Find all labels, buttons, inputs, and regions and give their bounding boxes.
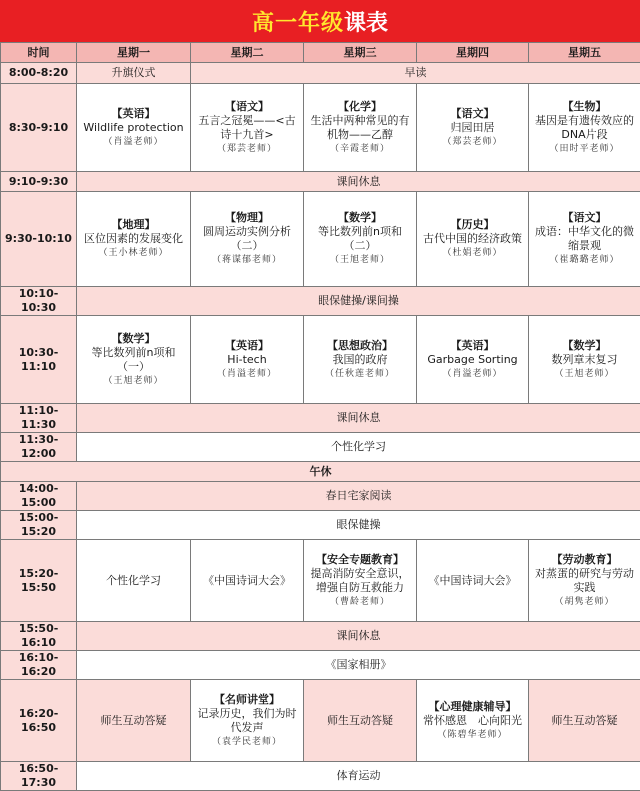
subject-label: 【语文】 [531, 211, 638, 225]
time-cell: 11:10-11:30 [1, 404, 77, 433]
topic-label: 个性化学习 [79, 574, 188, 588]
topic-label: 记录历史，我们为时代发声 [193, 707, 301, 735]
teacher-label: （田时平老师） [531, 142, 638, 156]
topic-label: 《中国诗词大会》 [193, 574, 301, 588]
time-cell: 11:30-12:00 [1, 433, 77, 462]
table-row [1, 84, 640, 172]
span-cell: 课间休息 [77, 622, 640, 651]
table-row [1, 287, 640, 316]
teacher-label: （郑芸老师） [419, 135, 526, 149]
span-cell: 春日宅家阅读 [77, 482, 640, 511]
class-cell [77, 84, 191, 172]
topic-label: 圆周运动实例分析（二） [193, 225, 301, 253]
class-cell [304, 84, 417, 172]
teacher-label: （胡隽老师） [531, 595, 638, 609]
header-time: 时间 [1, 43, 77, 63]
class-cell [417, 84, 529, 172]
table-row [1, 540, 640, 622]
time-cell: 9:30-10:10 [1, 192, 77, 287]
subject-label: 【心理健康辅导】 [419, 700, 526, 714]
topic-label: 数列章末复习 [531, 353, 638, 367]
class-cell [191, 192, 304, 287]
subject-label: 【历史】 [419, 218, 526, 232]
time-cell: 14:00-15:00 [1, 482, 77, 511]
topic-label: 生活中两种常见的有机物——乙醇 [306, 114, 414, 142]
table-row [1, 192, 640, 287]
timetable [0, 42, 640, 791]
table-row [1, 622, 640, 651]
topic-label: 基因是有遗传效应的DNA片段 [531, 114, 638, 142]
span-cell: 课间休息 [77, 404, 640, 433]
table-row [1, 651, 640, 680]
teacher-label: （王小林老师） [79, 246, 188, 260]
time-cell: 10:10-10:30 [1, 287, 77, 316]
subject-label: 【物理】 [193, 211, 301, 225]
subject-label: 【名师讲堂】 [193, 693, 301, 707]
class-cell [191, 540, 304, 622]
teacher-label: （曹龄老师） [306, 595, 414, 609]
subject-label: 【数学】 [306, 211, 414, 225]
class-cell [304, 316, 417, 404]
table-row [1, 433, 640, 462]
subject-label: 【语文】 [419, 107, 526, 121]
subject-label: 【思想政治】 [306, 339, 414, 353]
time-cell: 16:10-16:20 [1, 651, 77, 680]
topic-label: 师生互动答疑 [79, 714, 188, 728]
topic-label: 归园田居 [419, 121, 526, 135]
topic-label: 提高消防安全意识，增强自防互救能力 [306, 567, 414, 595]
class-cell [529, 192, 640, 287]
subject-label: 【化学】 [306, 100, 414, 114]
class-cell [417, 316, 529, 404]
time-cell: 16:50-17:30 [1, 762, 77, 791]
class-cell [417, 540, 529, 622]
class-cell [529, 84, 640, 172]
header-tuesday: 星期二 [191, 43, 304, 63]
teacher-label: （蒋谋郁老师） [193, 253, 301, 267]
subject-label: 【生物】 [531, 100, 638, 114]
class-cell [191, 680, 304, 762]
topic-label: 古代中国的经济政策 [419, 232, 526, 246]
topic-label: 等比数列前n项和（一） [79, 346, 188, 374]
time-cell: 8:00-8:20 [1, 63, 77, 84]
table-row [1, 680, 640, 762]
topic-label: Garbage Sorting [419, 353, 526, 367]
subject-label: 【英语】 [419, 339, 526, 353]
teacher-label: （袁学民老师） [193, 735, 301, 749]
table-row [1, 511, 640, 540]
span-cell: 《国家相册》 [77, 651, 640, 680]
subject-label: 【语文】 [193, 100, 301, 114]
topic-label: 师生互动答疑 [531, 714, 638, 728]
table-row [1, 462, 640, 482]
topic-label: 区位因素的发展变化 [79, 232, 188, 246]
class-cell [529, 680, 640, 762]
subject-label: 【英语】 [193, 339, 301, 353]
table-row [1, 316, 640, 404]
class-cell [304, 540, 417, 622]
schedule-banner [0, 0, 640, 42]
topic-label: Hi-tech [193, 353, 301, 367]
table-row [1, 63, 640, 84]
class-cell [529, 540, 640, 622]
class-cell [77, 316, 191, 404]
header-monday: 星期一 [77, 43, 191, 63]
table-row [1, 762, 640, 791]
time-cell: 15:20-15:50 [1, 540, 77, 622]
span-cell: 个性化学习 [77, 433, 640, 462]
teacher-label: （任秋莲老师） [306, 367, 414, 381]
teacher-label: （王旭老师） [79, 374, 188, 388]
topic-label: Wildlife protection [79, 121, 188, 135]
class-cell [191, 84, 304, 172]
time-cell: 16:20-16:50 [1, 680, 77, 762]
teacher-label: （肖溢老师） [79, 135, 188, 149]
span-cell: 早读 [191, 63, 640, 84]
subject-label: 【劳动教育】 [531, 553, 638, 567]
topic-label: 对蒸蛋的研究与劳动实践 [531, 567, 638, 595]
class-cell [304, 192, 417, 287]
subject-label: 【英语】 [79, 107, 188, 121]
subject-label: 【数学】 [531, 339, 638, 353]
class-cell [77, 192, 191, 287]
header-thursday: 星期四 [417, 43, 529, 63]
subject-label: 【安全专题教育】 [306, 553, 414, 567]
teacher-label: （郑芸老师） [193, 142, 301, 156]
span-cell: 眼保健操/课间操 [77, 287, 640, 316]
banner-title-suffix: 课表 [344, 6, 388, 37]
class-cell [77, 540, 191, 622]
span-cell: 课间休息 [77, 172, 640, 192]
table-row [1, 172, 640, 192]
header-friday: 星期五 [529, 43, 640, 63]
monday-cell: 升旗仪式 [77, 63, 191, 84]
time-cell: 10:30-11:10 [1, 316, 77, 404]
topic-label: 成语：中华文化的微缩景观 [531, 225, 638, 253]
header-row [1, 43, 640, 63]
class-cell [529, 316, 640, 404]
header-wednesday: 星期三 [304, 43, 417, 63]
time-cell: 15:00-15:20 [1, 511, 77, 540]
topic-label: 等比数列前n项和（二） [306, 225, 414, 253]
table-row [1, 404, 640, 433]
teacher-label: （王旭老师） [306, 253, 414, 267]
subject-label: 【地理】 [79, 218, 188, 232]
span-cell: 眼保健操 [77, 511, 640, 540]
class-cell [304, 680, 417, 762]
class-cell [417, 192, 529, 287]
teacher-label: （崔璐璐老师） [531, 253, 638, 267]
class-cell [417, 680, 529, 762]
span-cell: 体育运动 [77, 762, 640, 791]
teacher-label: （辛霞老师） [306, 142, 414, 156]
class-cell [191, 316, 304, 404]
banner-title: 高一年级 [252, 6, 344, 37]
teacher-label: （杜娟老师） [419, 246, 526, 260]
topic-label: 《中国诗词大会》 [419, 574, 526, 588]
teacher-label: （肖溢老师） [193, 367, 301, 381]
time-cell: 15:50-16:10 [1, 622, 77, 651]
table-row [1, 482, 640, 511]
subject-label: 【数学】 [79, 332, 188, 346]
topic-label: 我国的政府 [306, 353, 414, 367]
teacher-label: （肖溢老师） [419, 367, 526, 381]
time-cell: 9:10-9:30 [1, 172, 77, 192]
class-cell [77, 680, 191, 762]
teacher-label: （陈碧华老师） [419, 728, 526, 742]
topic-label: 师生互动答疑 [306, 714, 414, 728]
teacher-label: （王旭老师） [531, 367, 638, 381]
lunch-break-row: 午休 [1, 462, 640, 482]
topic-label: 五言之冠冕——<古诗十九首> [193, 114, 301, 142]
topic-label: 常怀感恩 心向阳光 [419, 714, 526, 728]
time-cell: 8:30-9:10 [1, 84, 77, 172]
